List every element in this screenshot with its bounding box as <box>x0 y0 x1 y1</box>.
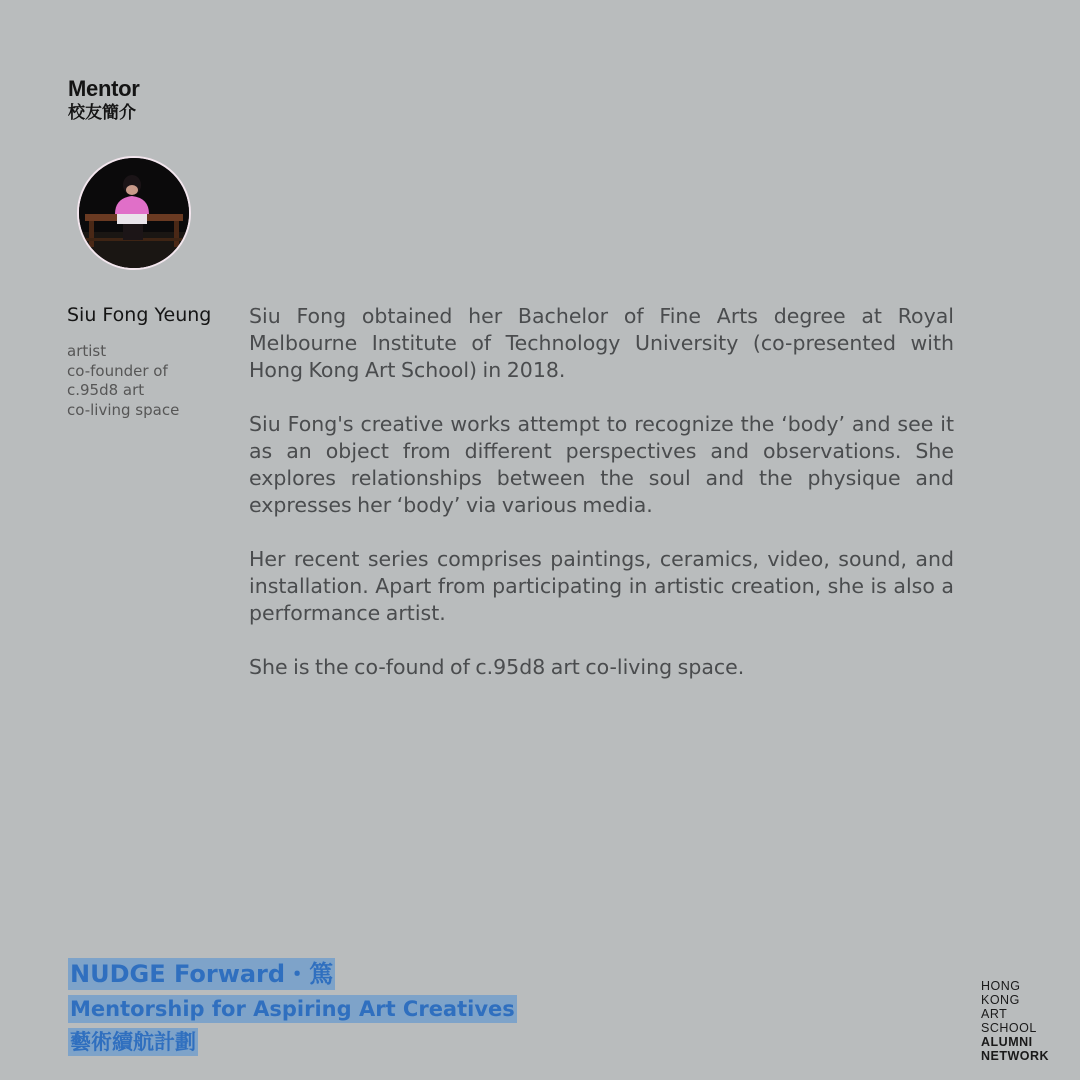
mentor-name: Siu Fong Yeung <box>67 304 212 326</box>
mentor-photo-icon <box>79 158 189 268</box>
logo-line: ART <box>981 1007 1008 1021</box>
logo-line: KONG <box>981 993 1020 1007</box>
program-chinese-name: 藝術續航計劃 <box>70 1030 196 1054</box>
role-line: co-founder of <box>67 361 168 380</box>
program-title-block <box>68 958 517 1056</box>
logo-line-bold: ALUMNI <box>981 1035 1033 1049</box>
page-header <box>68 76 140 124</box>
logo-line: SCHOOL <box>981 1021 1037 1035</box>
avatar <box>77 156 191 270</box>
mentor-roles <box>67 342 237 420</box>
program-tagline: Mentorship for Aspiring Art Creatives <box>70 997 515 1021</box>
page-subtitle: 校友簡介 <box>68 103 136 123</box>
page-title: Mentor <box>68 76 140 101</box>
role-line: c.95d8 art <box>67 381 145 399</box>
role-line: co-living space <box>67 400 180 419</box>
role-line: artist <box>67 342 107 360</box>
bio-paragraph: She is the co-found of c.95d8 art co-living space. <box>249 655 745 679</box>
program-name: NUDGE Forward・篤 <box>70 960 334 988</box>
bio-paragraph: Siu Fong's creative works attempt to recognize the ‘body’ and see it as an object from different perspectives and observations. She explores relationships between the soul and the physique and expresses her ‘body’ via various media. <box>249 412 954 517</box>
bio-paragraph: Siu Fong obtained her Bachelor of Fine Arts degree at Royal Melbourne Institute of Technology University (co-presented with Hong Kong Art School) in 2018. <box>249 304 954 382</box>
bio-paragraph: Her recent series comprises paintings, ceramics, video, sound, and installation. Apart from participating in artistic creation, she is also a performance artist. <box>249 547 954 625</box>
mentor-bio <box>249 303 954 708</box>
logo-line: HONG <box>981 979 1021 993</box>
logo-line-bold: NETWORK <box>981 1049 1050 1063</box>
school-logo <box>981 979 1049 1063</box>
